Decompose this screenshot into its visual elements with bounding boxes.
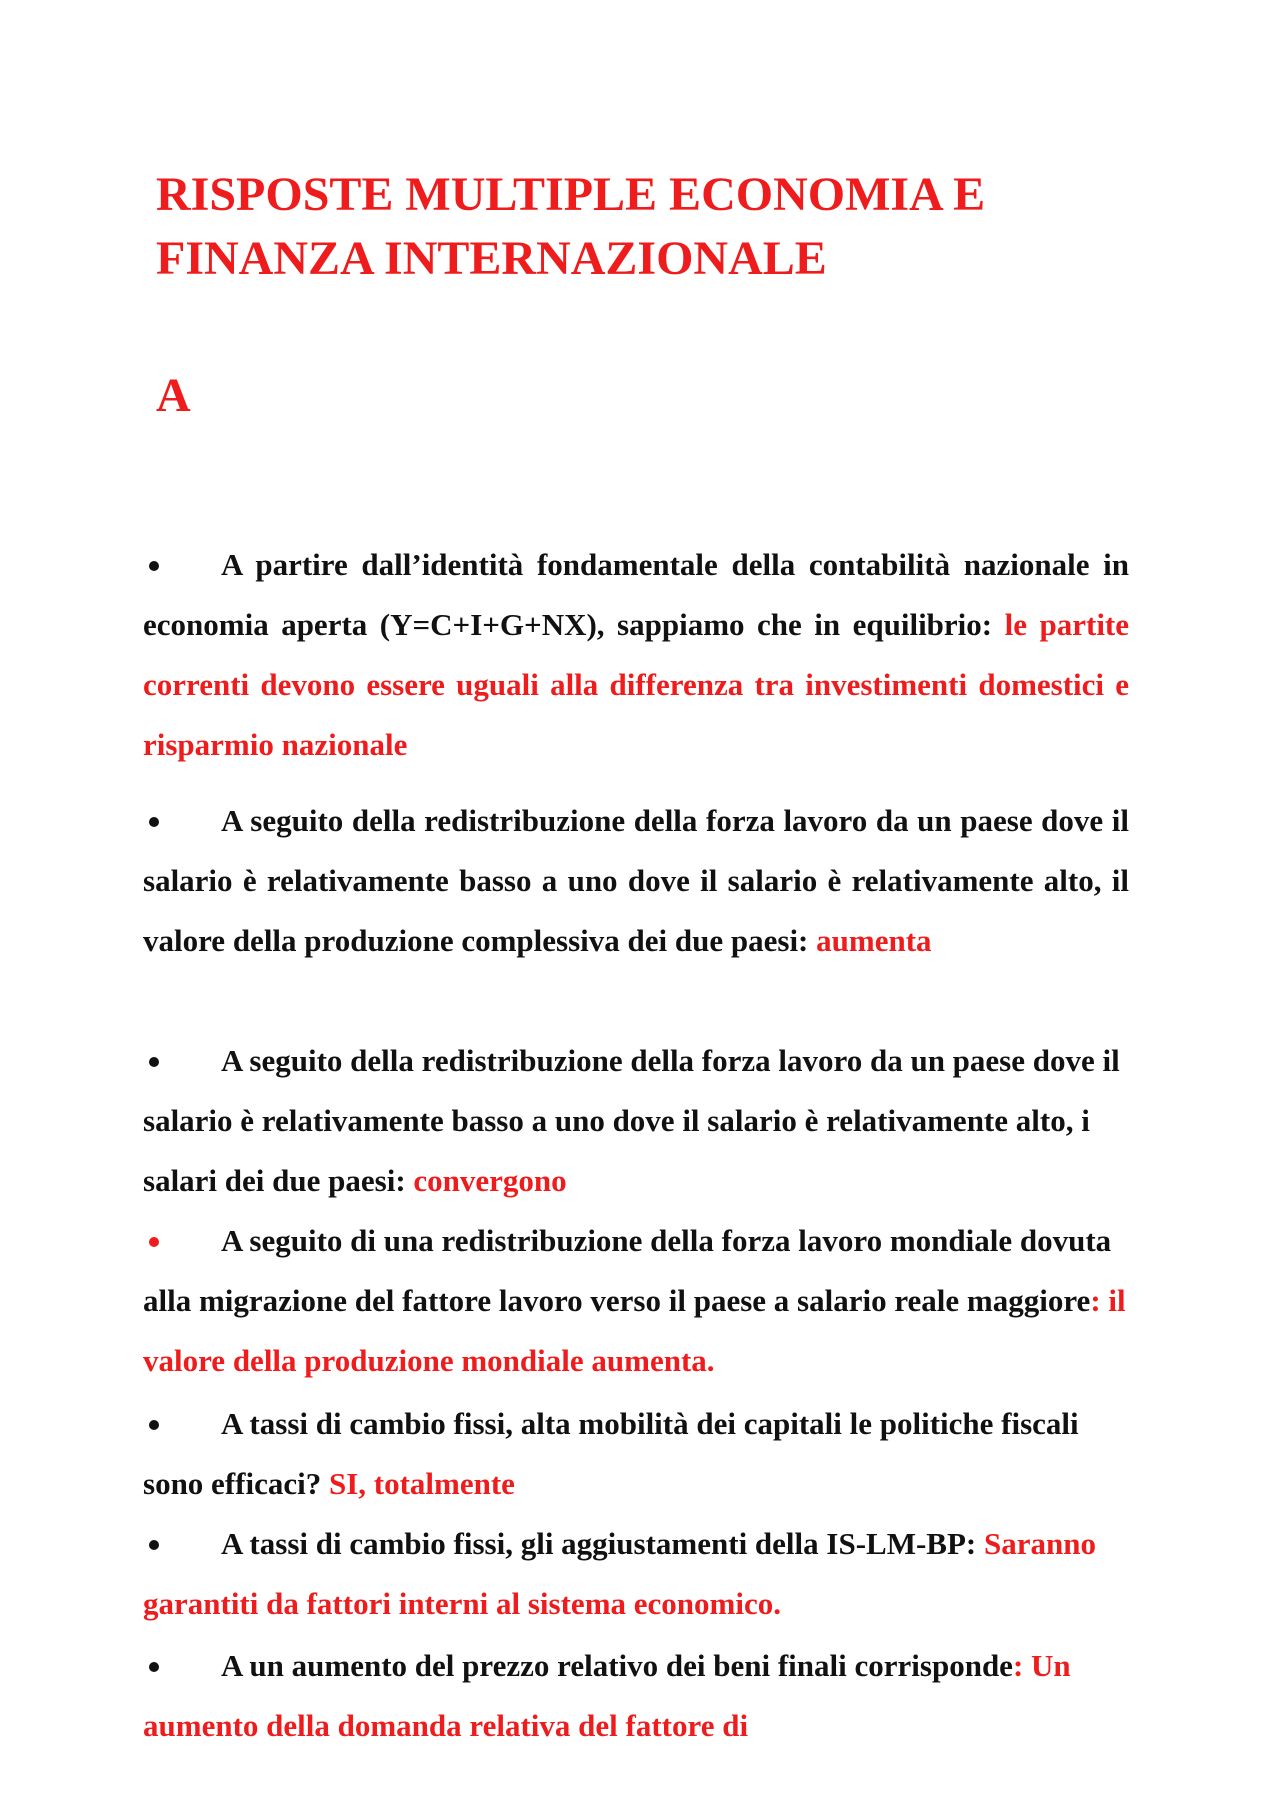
- bullet-icon: [149, 1420, 159, 1430]
- bullet-icon: [149, 817, 159, 827]
- item-text: [143, 1211, 1129, 1391]
- answer-text: SI, totalmente: [328, 1466, 515, 1501]
- item-text: [143, 535, 1129, 775]
- bullet-icon: [149, 1237, 159, 1247]
- question-text: A seguito della redistribuzione della forza lavoro da un paese dove il salario è relativamente basso a uno dove il salario è relativamente alto, i salari dei due paesi:: [143, 1043, 1120, 1198]
- item-text: [143, 1514, 1129, 1634]
- answer-text: le partite correnti devono essere uguali alla differenza tra investimenti domestici e risparmio nazionale: [143, 607, 1130, 762]
- answer-text: aumenta: [816, 923, 932, 958]
- list-item: [143, 535, 1129, 791]
- bullet-icon: [149, 1662, 159, 1672]
- question-text: A seguito della redistribuzione della forza lavoro da un paese dove il salario è relativamente basso a uno dove il salario è relativamente alto, il valore della produzione complessiva dei due paesi:: [143, 803, 1129, 958]
- item-text: [143, 1031, 1129, 1211]
- answer-text: : il valore della produzione mondiale aumenta.: [143, 1283, 1126, 1378]
- bullet-icon: [149, 1540, 159, 1550]
- question-text: A partire dall’identità fondamentale della contabilità nazionale in economia aperta (Y=C+I+G+NX), sappiamo che in equilibrio:: [143, 547, 1129, 642]
- answer-text: Saranno garantiti da fattori interni al sistema economico.: [143, 1526, 1096, 1621]
- list-item: [143, 1031, 1129, 1211]
- list-item: [143, 1514, 1129, 1636]
- question-text: A tassi di cambio fissi, alta mobilità dei capitali le politiche fiscali sono efficaci?: [143, 1406, 1079, 1501]
- question-text: A seguito di una redistribuzione della forza lavoro mondiale dovuta alla migrazione del fattore lavoro verso il paese a salario reale maggiore: [143, 1223, 1112, 1318]
- question-list: [143, 535, 1129, 1756]
- item-text: [143, 1636, 1129, 1756]
- list-item: [143, 1636, 1129, 1756]
- question-text: A tassi di cambio fissi, gli aggiustamenti della IS-LM-BP:: [221, 1526, 984, 1561]
- bullet-icon: [149, 561, 159, 571]
- list-item: [143, 791, 1129, 1031]
- item-text: [143, 1394, 1129, 1514]
- list-item: [143, 1394, 1129, 1514]
- question-text: A un aumento del prezzo relativo dei beni finali corrisponde: [221, 1648, 1013, 1683]
- answer-text: convergono: [413, 1163, 567, 1198]
- bullet-icon: [149, 1057, 159, 1067]
- list-item: [143, 1211, 1129, 1394]
- document-title: RISPOSTE MULTIPLE ECONOMIA E FINANZA INTERNAZIONALE: [156, 168, 986, 285]
- item-text: [143, 791, 1129, 971]
- section-letter: A: [156, 369, 191, 422]
- answer-text: : Un aumento della domanda relativa del fattore di: [143, 1648, 1071, 1743]
